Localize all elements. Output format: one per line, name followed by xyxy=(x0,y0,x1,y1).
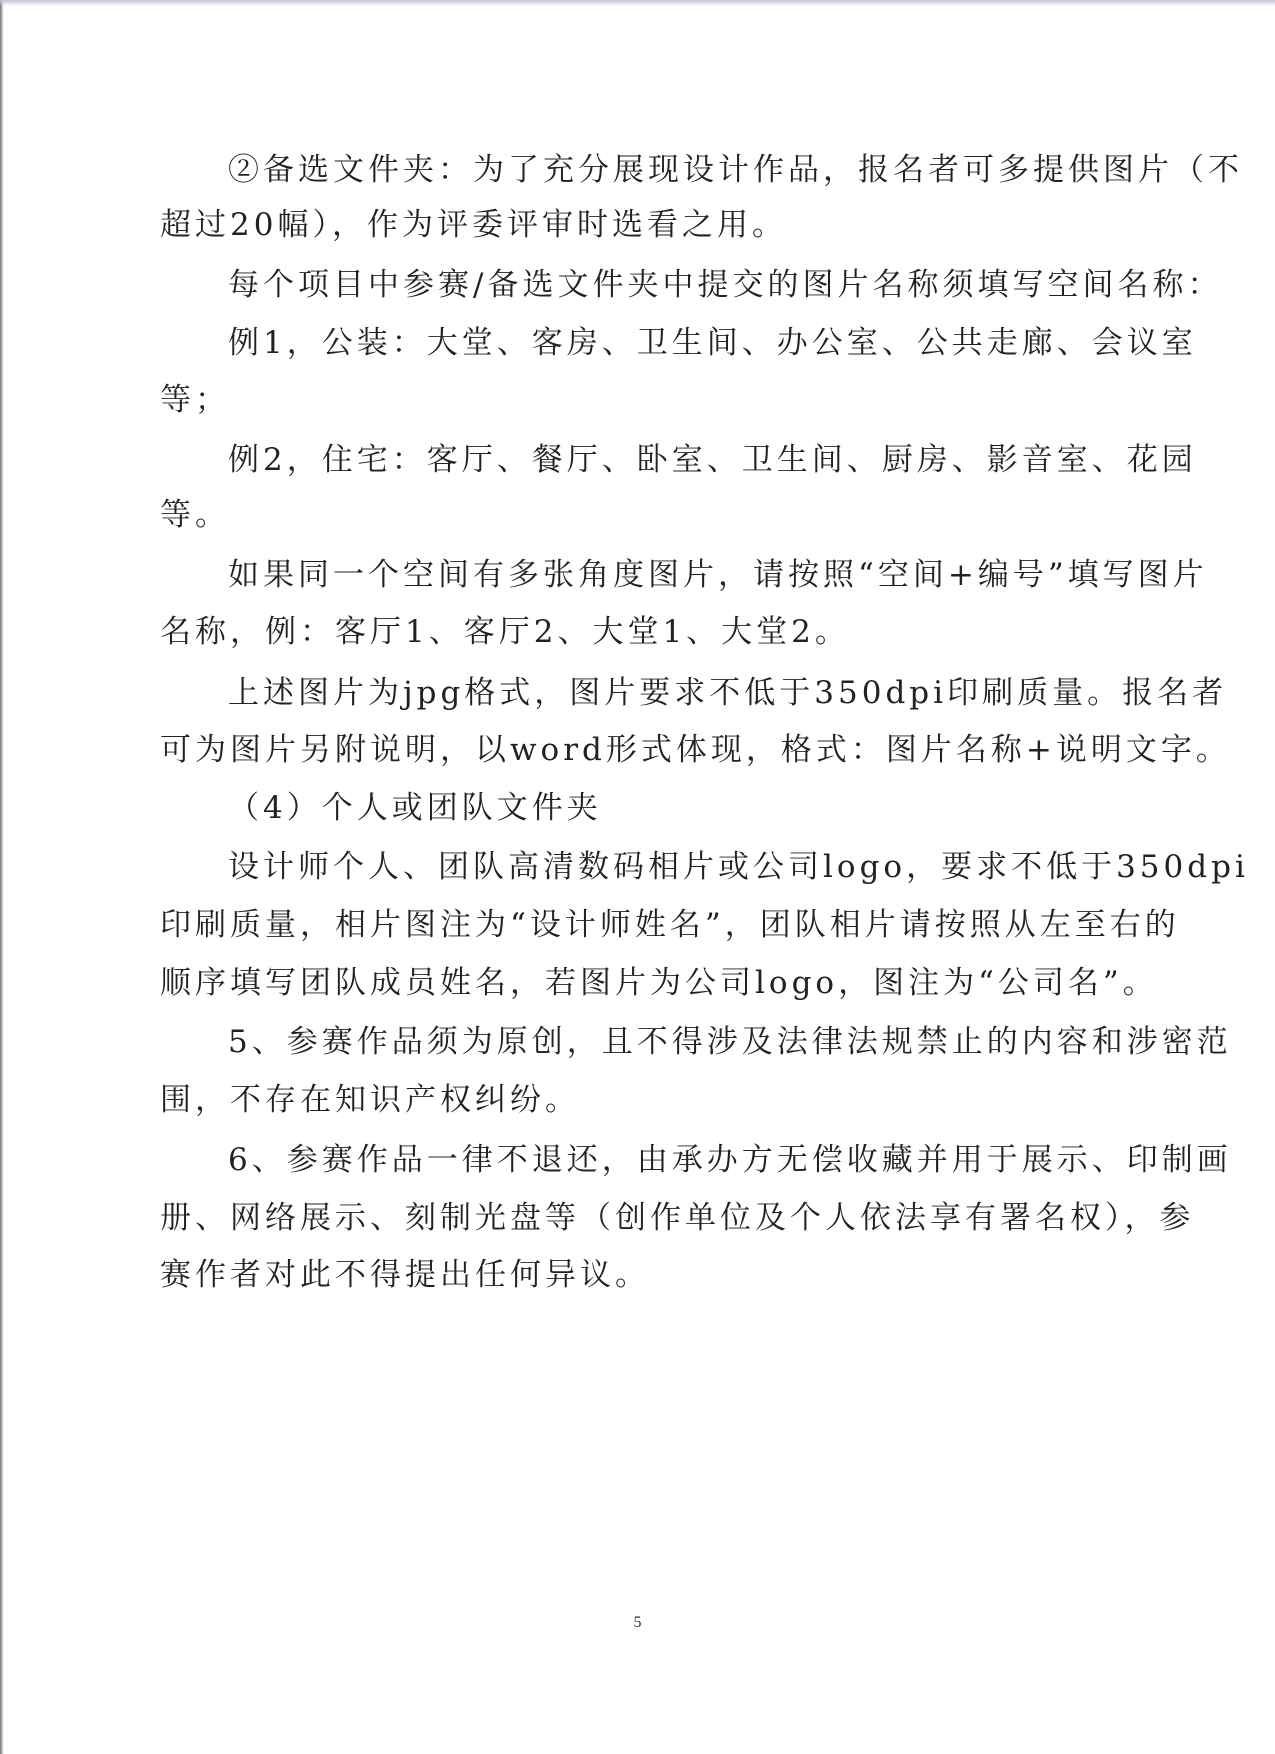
paragraph-line: 可为图片另附说明，以word形式体现，格式：图片名称+说明文字。 xyxy=(160,732,1231,768)
paragraph-line: 上述图片为jpg格式，图片要求不低于350dpi印刷质量。报名者 xyxy=(228,675,1228,711)
paragraph-line: 名称，例：客厅1、客厅2、大堂1、大堂2。 xyxy=(160,614,850,650)
paragraph-line: 例2，住宅：客厅、餐厅、卧室、卫生间、厨房、影音室、花园 xyxy=(228,442,1197,478)
paragraph-line: 5、参赛作品须为原创，且不得涉及法律法规禁止的内容和涉密范 xyxy=(228,1024,1232,1060)
paragraph-line: 等。 xyxy=(160,497,230,533)
scan-edge xyxy=(0,0,4,1754)
paragraph-line: 顺序填写团队成员姓名，若图片为公司logo，图注为“公司名”。 xyxy=(160,965,1158,1001)
document-body xyxy=(160,0,1249,1754)
section-heading: （4）个人或团队文件夹 xyxy=(228,790,602,826)
page-number: 5 xyxy=(633,1614,642,1631)
paragraph-line: 设计师个人、团队高清数码相片或公司logo，要求不低于350dpi xyxy=(228,849,1249,885)
paragraph-line: 印刷质量，相片图注为“设计师姓名”，团队相片请按照从左至右的 xyxy=(160,907,1180,943)
paragraph-line: 6、参赛作品一律不退还，由承办方无偿收藏并用于展示、印制画 xyxy=(228,1142,1232,1178)
paragraph-line: 赛作者对此不得提出任何异议。 xyxy=(160,1257,650,1293)
paragraph-line: 每个项目中参赛/备选文件夹中提交的图片名称须填写空间名称： xyxy=(228,267,1223,303)
paragraph-line: 等； xyxy=(160,382,230,418)
paragraph-line: 围，不存在知识产权纠纷。 xyxy=(160,1082,580,1118)
paragraph-line: 如果同一个空间有多张角度图片，请按照“空间+编号”填写图片 xyxy=(228,557,1208,593)
paragraph-line: 超过20幅），作为评委评审时选看之用。 xyxy=(160,207,787,243)
paragraph-line: 例1，公装：大堂、客房、卫生间、办公室、公共走廊、会议室 xyxy=(228,325,1197,361)
paragraph-line: ②备选文件夹：为了充分展现设计作品，报名者可多提供图片（不 xyxy=(228,152,1243,188)
paragraph-line: 册、网络展示、刻制光盘等（创作单位及个人依法享有署名权），参 xyxy=(160,1200,1195,1236)
